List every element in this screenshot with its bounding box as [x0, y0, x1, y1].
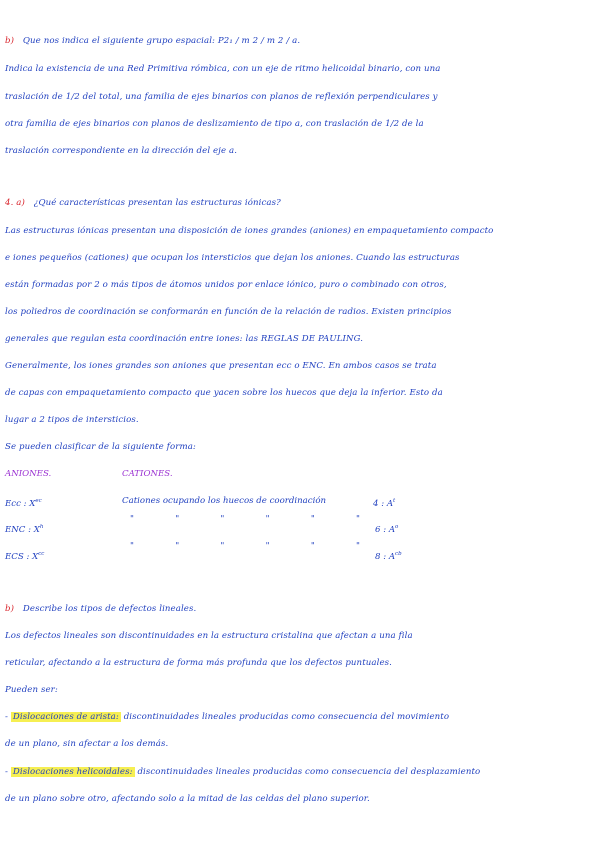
answer-line: traslación de 1/2 del total, una familia de ejes binarios con planos de reflexión perpendiculares y — [5, 92, 438, 102]
coord-8: 8 : $A^{cb}$ — [375, 551, 402, 562]
answer-line: Los defectos lineales son discontinuidades en la estructura cristalina que afectan a una fila — [5, 631, 413, 641]
answer-line: Generalmente, los iones grandes son aniones que presentan ecc o ENC. En ambos casos se trata — [5, 361, 437, 371]
answer-line: de un plano, sin afectar a los demás. — [5, 739, 169, 749]
cationes-header: CATIONES. — [122, 469, 173, 479]
question-label: b) — [5, 36, 15, 46]
anion-ecs: ECS : $X^{cc}$ — [5, 551, 45, 562]
question-4a — [5, 196, 596, 210]
defect-item-helicoidal: - Dislocaciones helicoidales: discontinuidades lineales producidas como consecuencia del desplazamiento — [5, 767, 481, 777]
question-text: Describe los tipos de defectos lineales. — [22, 604, 197, 614]
answer-line: Las estructuras iónicas presentan una disposición de iones grandes (aniones) en empaquetamiento compacto — [5, 226, 494, 236]
question-label: b) — [5, 604, 15, 614]
answer-line: de capas con empaquetamiento compacto que yacen sobre los huecos que deja la inferior. Esto da — [5, 388, 443, 398]
answer-line: otra familia de ejes binarios con planos de deslizamiento de tipo a, con traslación de 1/2 de la — [5, 119, 424, 129]
ditto-marks: " " " " " " — [130, 541, 360, 551]
question-b2 — [5, 602, 596, 616]
question-b1 — [5, 34, 596, 48]
question-label: 4. a) — [5, 198, 25, 208]
answer-line: lugar a 2 tipos de intersticios. — [5, 415, 139, 425]
answer-line: los poliedros de coordinación se conformarán en función de la relación de radios. Existen principios — [5, 307, 452, 317]
answer-line: reticular, afectando a la estructura de forma más profunda que los defectos puntuales. — [5, 658, 392, 668]
answer-line: Se pueden clasificar de la siguiente forma: — [5, 442, 196, 452]
answer-line: de un plano sobre otro, afectando solo a la mitad de las celdas del plano superior. — [5, 794, 370, 804]
anion-enc: ENC : $X^h$ — [5, 524, 44, 535]
question-text: ¿Qué características presentan las estructuras iónicas? — [33, 198, 281, 208]
anion-ecc: Ecc : $X^{ec}$ — [5, 498, 42, 509]
answer-line: traslación correspondiente en la dirección del eje a. — [5, 146, 238, 156]
ditto-marks: " " " " " " — [130, 514, 360, 524]
coord-4: 4 : $A^t$ — [373, 498, 396, 509]
answer-line: Indica la existencia de una Red Primitiva rómbica, con un eje de ritmo helicoidal binario, con una — [5, 64, 441, 74]
term-highlight: Dislocaciones de arista: — [12, 712, 119, 722]
term-highlight: Dislocaciones helicoidales: — [12, 767, 133, 777]
answer-line: Pueden ser: — [5, 685, 58, 695]
coord-6: 6 : $A^o$ — [375, 524, 399, 535]
answer-line: generales que regulan esta coordinación entre iones: las REGLAS DE PAULING. — [5, 334, 364, 344]
defect-item-arista: - Dislocaciones de arista: discontinuidades lineales producidas como consecuencia del movimiento — [5, 712, 450, 722]
aniones-header: ANIONES. — [5, 469, 52, 479]
answer-line: e iones pequeños (cationes) que ocupan los intersticios que dejan los aniones. Cuando las estructuras — [5, 253, 460, 263]
question-text: Que nos indica el siguiente grupo espacial: P2₁ / m 2 / m 2 / a. — [22, 36, 301, 46]
cation-desc: Cationes ocupando los huecos de coordinación — [122, 496, 327, 506]
answer-line: están formadas por 2 o más tipos de átomos unidos por enlace iónico, puro o combinado con otros, — [5, 280, 447, 290]
